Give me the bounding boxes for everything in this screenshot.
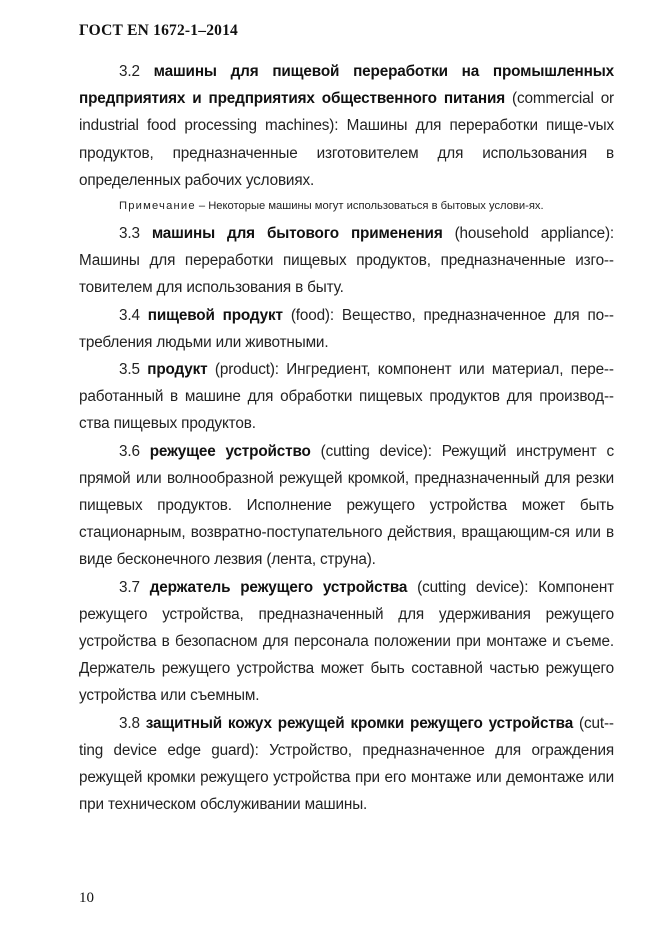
definition-text: (cutting device): Компонент режущего устройства, предназначенный для удерживания режущего устройства в безопасном для персонала положении при монтаже и съеме. Держатель режущего устройства может быть составной частью режущего устройства или съемным.	[79, 578, 614, 705]
definition-3-8	[79, 710, 614, 819]
definition-number: 3.8	[119, 714, 140, 732]
definition-number: 3.2	[119, 63, 140, 80]
definition-term: защитный кожух режущей кромки режущего устройства	[145, 714, 574, 732]
document-header: ГОСТ EN 1672-1–2014	[79, 22, 238, 39]
note	[79, 195, 614, 217]
document-body	[79, 58, 614, 818]
note-label: Примечание	[119, 200, 196, 213]
definition-3-3	[79, 220, 614, 302]
definition-3-5	[79, 356, 614, 438]
definition-3-6	[79, 438, 614, 574]
definition-text: (cut-ting device edge guard): Устройство, предназначенное для ограждения режущей кромки режущего устройства при его монтаже или демонтаже или при техническом обслуживании машины.	[79, 714, 614, 814]
definition-text: (food): Вещество, предназначенное для по-требления людьми или животными.	[79, 306, 614, 351]
definition-term: машины для бытового применения	[151, 225, 443, 243]
definition-term: держатель режущего устройства	[149, 578, 408, 596]
definition-3-2	[79, 58, 614, 194]
definition-text: (cutting device): Режущий инструмент с прямой или волнообразной режущей кромкой, предназначенный для резки пищевых продуктов. Исполнение режущего устройства может быть стационарным, возвратно-поступательного действия, вращающим-ся или в виде бесконечного лезвия (лента, струна).	[79, 442, 614, 569]
definition-3-4	[79, 302, 614, 356]
definition-number: 3.3	[119, 225, 140, 243]
note-text: – Некоторые машины могут использоваться в бытовых услови-ях.	[195, 200, 544, 213]
definition-text: (household appliance): Машины для переработки пищевых продуктов, предназначенные изго-товителем для использования в быту.	[79, 225, 614, 297]
page-number: 10	[79, 890, 94, 906]
definition-term: продукт	[147, 361, 208, 379]
definition-number: 3.7	[119, 578, 140, 596]
definition-term: машины для пищевой переработки на промышленных предприятиях и предприятиях общественного питания	[79, 63, 615, 108]
definition-number: 3.6	[119, 442, 140, 460]
definition-text: (commercial or industrial food processing machines): Машины для переработки пище-vых продуктов, предназначенные изготовителем для использования в определенных рабочих условиях.	[79, 90, 615, 189]
definition-text: (product): Ингредиент, компонент или материал, пере-работанный в машине для обработки пищевых продуктов для производ-ства пищевых продуктов.	[79, 361, 614, 433]
definition-term: режущее устройство	[149, 442, 311, 460]
definition-term: пищевой продукт	[147, 306, 283, 324]
definition-3-7	[79, 574, 614, 710]
definition-number: 3.4	[119, 306, 140, 324]
definition-number: 3.5	[119, 361, 140, 379]
